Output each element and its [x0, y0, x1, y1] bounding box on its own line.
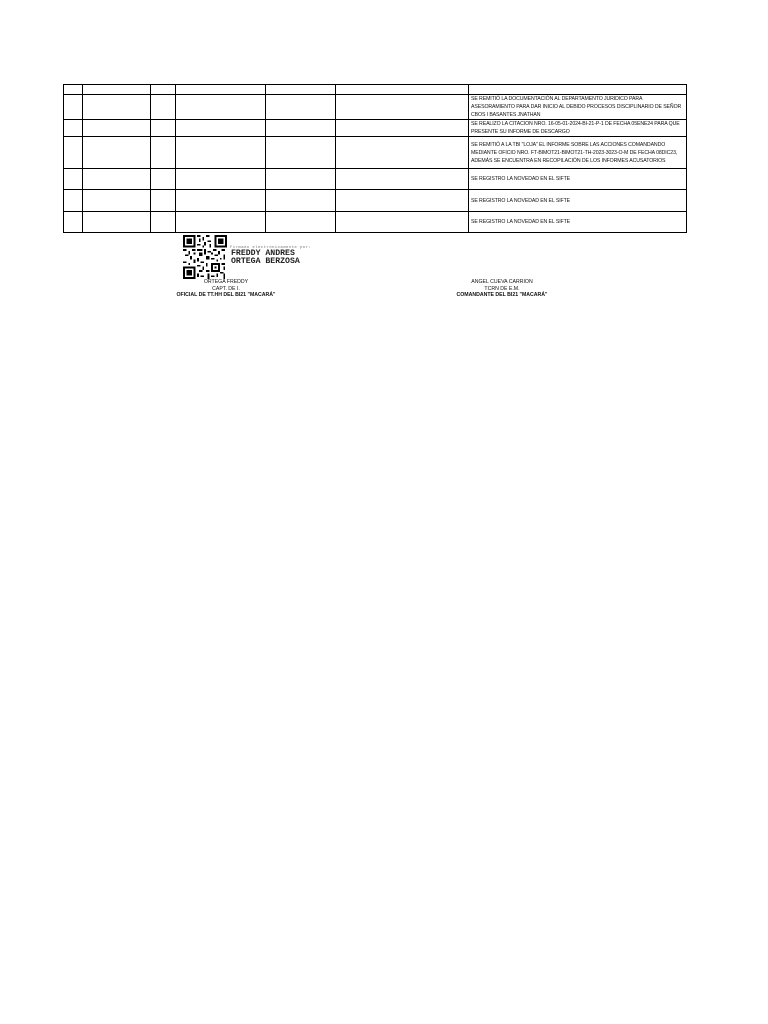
signer-name: ANGEL CUEVA CARRION — [471, 279, 533, 285]
electronic-signature-stamp — [148, 232, 312, 312]
row-note: SE REGISTRO LA NOVEDAD EN EL SIFTE — [469, 190, 687, 212]
signer-role: OFICIAL DE TT.HH DEL BI21 "MACARÁ" — [176, 292, 276, 299]
row-note: SE REGISTRO LA NOVEDAD EN EL SIFTE — [469, 169, 687, 190]
signer-name: ORTEGA FREDDY — [203, 279, 249, 285]
table-row — [64, 190, 687, 212]
records-table — [63, 84, 687, 233]
signer-rank: CAPT. DE I. — [212, 285, 240, 292]
row-note — [469, 85, 687, 95]
table-row — [64, 120, 687, 137]
signer-role: COMANDANTE DEL BI21 "MACARÁ" — [456, 292, 548, 299]
table-row — [64, 137, 687, 169]
row-note: SE REGISTRO LA NOVEDAD EN EL SIFTE — [469, 212, 687, 233]
signer-rank: TCRN DE E.M. — [484, 285, 520, 292]
qr-code-icon — [183, 234, 227, 280]
table-row — [64, 212, 687, 233]
row-note: SE REALIZO LA CITACION NRO. 16-05-01-2024-BI-21-P-1 DE FECHA 05ENE24 PARA QUE PRESENTE SU INFORME DE DESCARGO — [469, 120, 687, 137]
left-signature-block — [148, 279, 304, 299]
signature-stamp-caption: Firmado electrónicamente por: — [230, 246, 312, 250]
signature-stamp-name: FREDDY ANDRES ORTEGA BERZOSA — [231, 249, 300, 266]
table-row — [64, 95, 687, 120]
table-row — [64, 169, 687, 190]
row-note: SE REMITIÓ LA DOCUMENTACIÓN AL DEPARTAMENTO JURIDICO PARA ASESORAMIENTO PARA DAR INICIO AL DEBIDO PROCESOS DISCIPLINARIO DE SEÑOR CBOS I BASANTES JNATHAN — [469, 95, 687, 120]
right-signature-block — [442, 279, 562, 299]
table-row — [64, 85, 687, 95]
row-note: SE REMITIÓ A LA TBI "LOJA" EL INFORME SOBRE LAS ACCIONES COMANDANDO MEDIANTE OFICIO NRO. FT-BIMOT21-BIMOT21-TH-2023-3023-O-M DE FECHA 08DIC23, ADEMÁS SE ENCUENTRA EN RECOPILACIÓN DE LOS INFORMES ACUSATORIOS — [469, 137, 687, 169]
